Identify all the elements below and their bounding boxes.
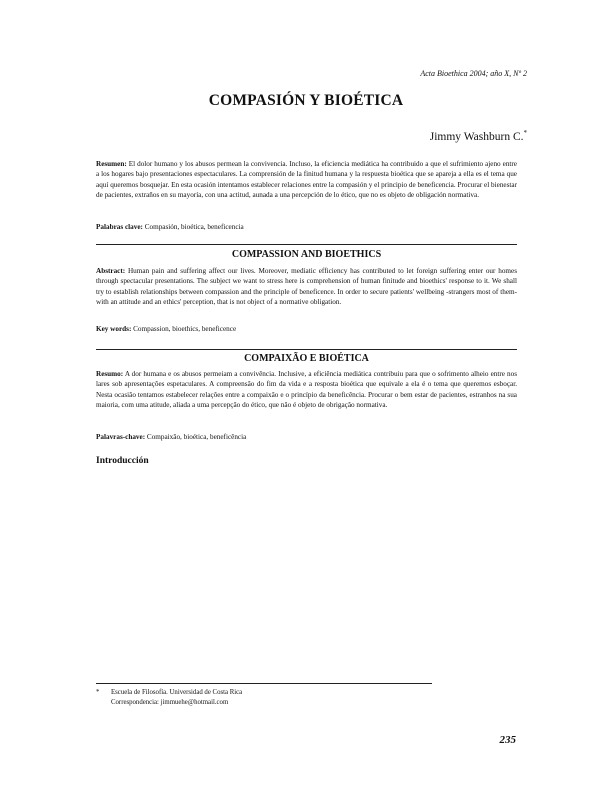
journal-header: Acta Bioethica 2004; año X, Nº 2 bbox=[420, 69, 527, 78]
abstract-spanish-label: Resumen: bbox=[96, 160, 127, 168]
keywords-portuguese-label: Palavras-chave: bbox=[96, 433, 146, 441]
keywords-spanish-label: Palabras clave: bbox=[96, 223, 143, 231]
abstract-portuguese-text: A dor humana e os abusos permeiam a convivência. Inclusive, a eficiência mediática contribuiu para que o sofrimento alheio entre nos lares sob apresentações espetaculares. A compreensão do fim da vida e a resposta bioética que equivale a ela é o tema que queremos esboçar. Nesta ocasião tentamos estabelecer relações entre a compaixão e o princípio da beneficência. Procurar o bem estar de pacientes, estranhos na sua maioria, com uma atitude, aliada a uma percepção do ético, que não é objeto de obrigação normativa. bbox=[96, 370, 517, 410]
footnote-affiliation: Escuela de Filosofía. Universidad de Costa Rica bbox=[111, 689, 243, 696]
keywords-english-label: Key words: bbox=[96, 325, 132, 333]
page-number: 235 bbox=[499, 734, 516, 746]
keywords-spanish-text: Compasión, bioética, beneficencia bbox=[142, 223, 244, 231]
keywords-spanish bbox=[96, 223, 517, 231]
page-title: COMPASIÓN Y BIOÉTICA bbox=[208, 92, 404, 109]
keywords-portuguese-text: Compaixão, bioética, beneficência bbox=[145, 433, 247, 441]
footnote-correspondence: Correspondencia: jimmuehe@hotmail.com bbox=[111, 698, 229, 706]
keywords-portuguese bbox=[96, 433, 517, 441]
footnote bbox=[96, 688, 242, 707]
author-footnote-mark: * bbox=[523, 129, 527, 137]
author-line bbox=[430, 129, 527, 143]
abstract-portuguese-label: Resumo: bbox=[96, 370, 124, 378]
section-title-portuguese: COMPAIXÃO E BIOÉTICA bbox=[244, 353, 369, 364]
abstract-english-label: Abstract: bbox=[96, 267, 126, 275]
keywords-english-text: Compassion, bioethics, beneficence bbox=[131, 325, 237, 333]
abstract-spanish bbox=[96, 159, 517, 201]
abstract-spanish-text: El dolor humano y los abusos permean la convivencia. Incluso, la eficiencia mediática ha contribuido a que el sufrimiento ajeno entre a los hogares bajo presentaciones espectaculares. La comprensión de la finitud humana y la respuesta bioética que se apareja a ella es el tema que aquí queremos bosquejar. En esta ocasión intentamos establecer relaciones entre la compasión y el principio de beneficencia. Procurar el bienestar de pacientes, extraños en su mayoría, con una actitud, aunada a una percepción de lo ético, que no es objeto de obligación normativa. bbox=[96, 160, 517, 200]
section-title-english: COMPASSION AND BIOETHICS bbox=[231, 249, 382, 260]
abstract-english bbox=[96, 266, 517, 308]
section-divider-english bbox=[96, 244, 517, 245]
footnote-mark: * bbox=[96, 689, 100, 696]
abstract-portuguese bbox=[96, 369, 517, 411]
author-name: Jimmy Washburn C. bbox=[429, 130, 524, 143]
section-divider-portuguese bbox=[96, 349, 517, 350]
footnote-divider bbox=[96, 683, 432, 684]
section-heading-introduction: Introducción bbox=[96, 456, 149, 466]
keywords-english bbox=[96, 325, 517, 333]
abstract-english-text: Human pain and suffering affect our lives. Moreover, mediatic efficiency has contributed to let foreign suffering enter our homes through spectacular presentations. The subject we want to stress here is comprehension of human finitude and bioethics' response to it. We shall try to establish relationships between compassion and the principle of beneficence. In order to secure patients' wellbeing -strangers most of them- with an attitude and an ethics' perception, that is not object of a normative obligation. bbox=[96, 267, 517, 307]
